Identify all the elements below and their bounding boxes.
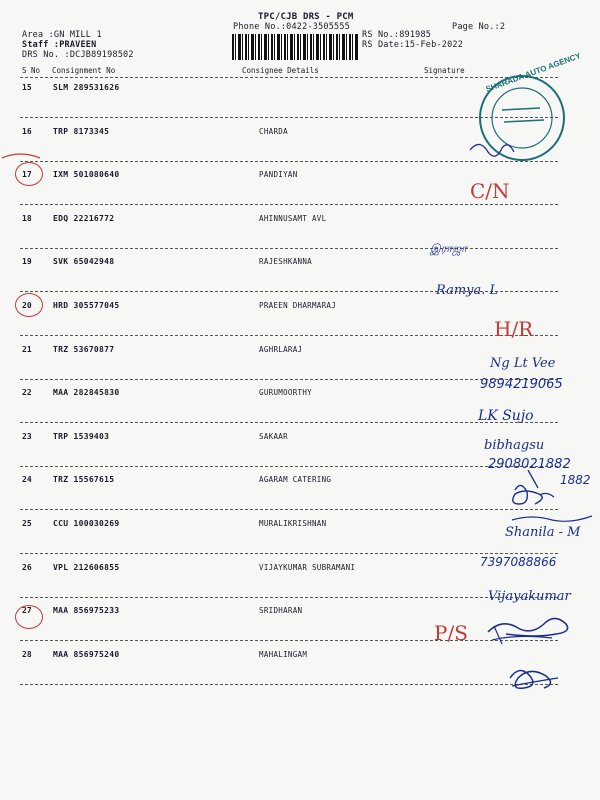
row-sno: 24 — [22, 475, 32, 484]
col-consignment: Consignment No — [52, 66, 116, 75]
row-consignment: VPL 212606855 — [53, 563, 120, 572]
signature-21: Ng Lt Vee — [490, 356, 556, 371]
row-consignment: EDQ 22216772 — [53, 214, 115, 223]
row-sno: 17 — [22, 170, 32, 179]
signature-22: LK Sujo — [478, 408, 534, 424]
staff-label: Staff :PRAVEEN — [22, 40, 97, 50]
page-number: Page No.:2 — [452, 22, 506, 32]
row-consignment: SLM 289531626 — [53, 83, 120, 92]
row-consignment: TRP 8173345 — [53, 127, 110, 136]
row-consignee: AHINNUSAMT AVL — [259, 214, 327, 223]
row-consignment: SVK 65042948 — [53, 257, 115, 266]
hr-mark: H/R — [494, 317, 534, 341]
row-sno: 26 — [22, 563, 32, 572]
row-consignment: CCU 100030269 — [53, 519, 120, 528]
drs-number: DRS No. :DCJB89198502 — [22, 50, 134, 60]
row-sno: 20 — [22, 301, 32, 310]
row-consignment: MAA 856975240 — [53, 650, 120, 659]
row-sno: 23 — [22, 432, 32, 441]
signature-18: இராஜா — [430, 242, 468, 255]
row-sno: 15 — [22, 83, 32, 92]
row-sno: 25 — [22, 519, 32, 528]
signature-23: bibhagsu — [484, 438, 545, 453]
phone-note-1: 9894219065 — [480, 377, 563, 392]
row-consignment: IXM 501080640 — [53, 170, 120, 179]
row-consignee: SRIDHARAN — [259, 606, 303, 615]
phone-note-4: 7397088866 — [480, 555, 557, 569]
phone-note-3: 1882 — [560, 473, 591, 487]
row-consignee: RAJESHKANNA — [259, 257, 312, 266]
row-consignee: VIJAYKUMAR SUBRAMANI — [259, 563, 356, 572]
row-consignment: HRD 305577045 — [53, 301, 120, 310]
row-consignment: TRZ 15567615 — [53, 475, 115, 484]
row-consignee: GURUMOORTHY — [259, 388, 312, 397]
ps-mark: P/S — [434, 621, 468, 645]
row-consignment: MAA 856975233 — [53, 606, 120, 615]
rs-date: RS Date:15-Feb-2022 — [362, 40, 464, 50]
row-sno: 21 — [22, 345, 32, 354]
row-sno: 19 — [22, 257, 32, 266]
row-consignee: CHARDA — [259, 127, 288, 136]
row-consignment: MAA 282845830 — [53, 388, 120, 397]
row-consignment: TRZ 53670877 — [53, 345, 115, 354]
row-consignee: MURALIKRISHNAN — [259, 519, 327, 528]
col-sno: S No — [22, 66, 41, 75]
row-sno: 18 — [22, 214, 32, 223]
phone-number: Phone No.:0422-3505555 — [233, 22, 350, 32]
col-signature: Signature — [424, 66, 465, 75]
row-consignee: PRAEEN DHARMARAJ — [259, 301, 337, 310]
signature-25: Shanila - M — [505, 525, 581, 540]
rs-number: RS No.:891985 — [362, 30, 432, 40]
row-sno: 27 — [22, 606, 32, 615]
cn-mark: C/N — [470, 179, 510, 203]
row-sno: 16 — [22, 127, 32, 136]
document-title: TPC/CJB DRS - PCM — [258, 12, 354, 22]
row-consignee: AGARAM CATERING — [259, 475, 332, 484]
row-consignee: SAKAAR — [259, 432, 288, 441]
row-sno: 22 — [22, 388, 32, 397]
row-consignment: TRP 1539403 — [53, 432, 110, 441]
row-consignee: PANDIYAN — [259, 170, 298, 179]
signature-26: Vijayakumar — [488, 589, 571, 604]
col-consignee: Consignee Details — [242, 66, 319, 75]
row-sno: 28 — [22, 650, 32, 659]
row-consignee: AGHRLARAJ — [259, 345, 303, 354]
signature-19: Ramya. L — [436, 283, 499, 298]
phone-note-2: 2908021882 — [488, 457, 571, 472]
area-label: Area :GN MILL 1 — [22, 30, 102, 40]
row-consignee: MAHALINGAM — [259, 650, 308, 659]
stamp-text: SHARADA AUTO AGENCY — [484, 51, 582, 94]
